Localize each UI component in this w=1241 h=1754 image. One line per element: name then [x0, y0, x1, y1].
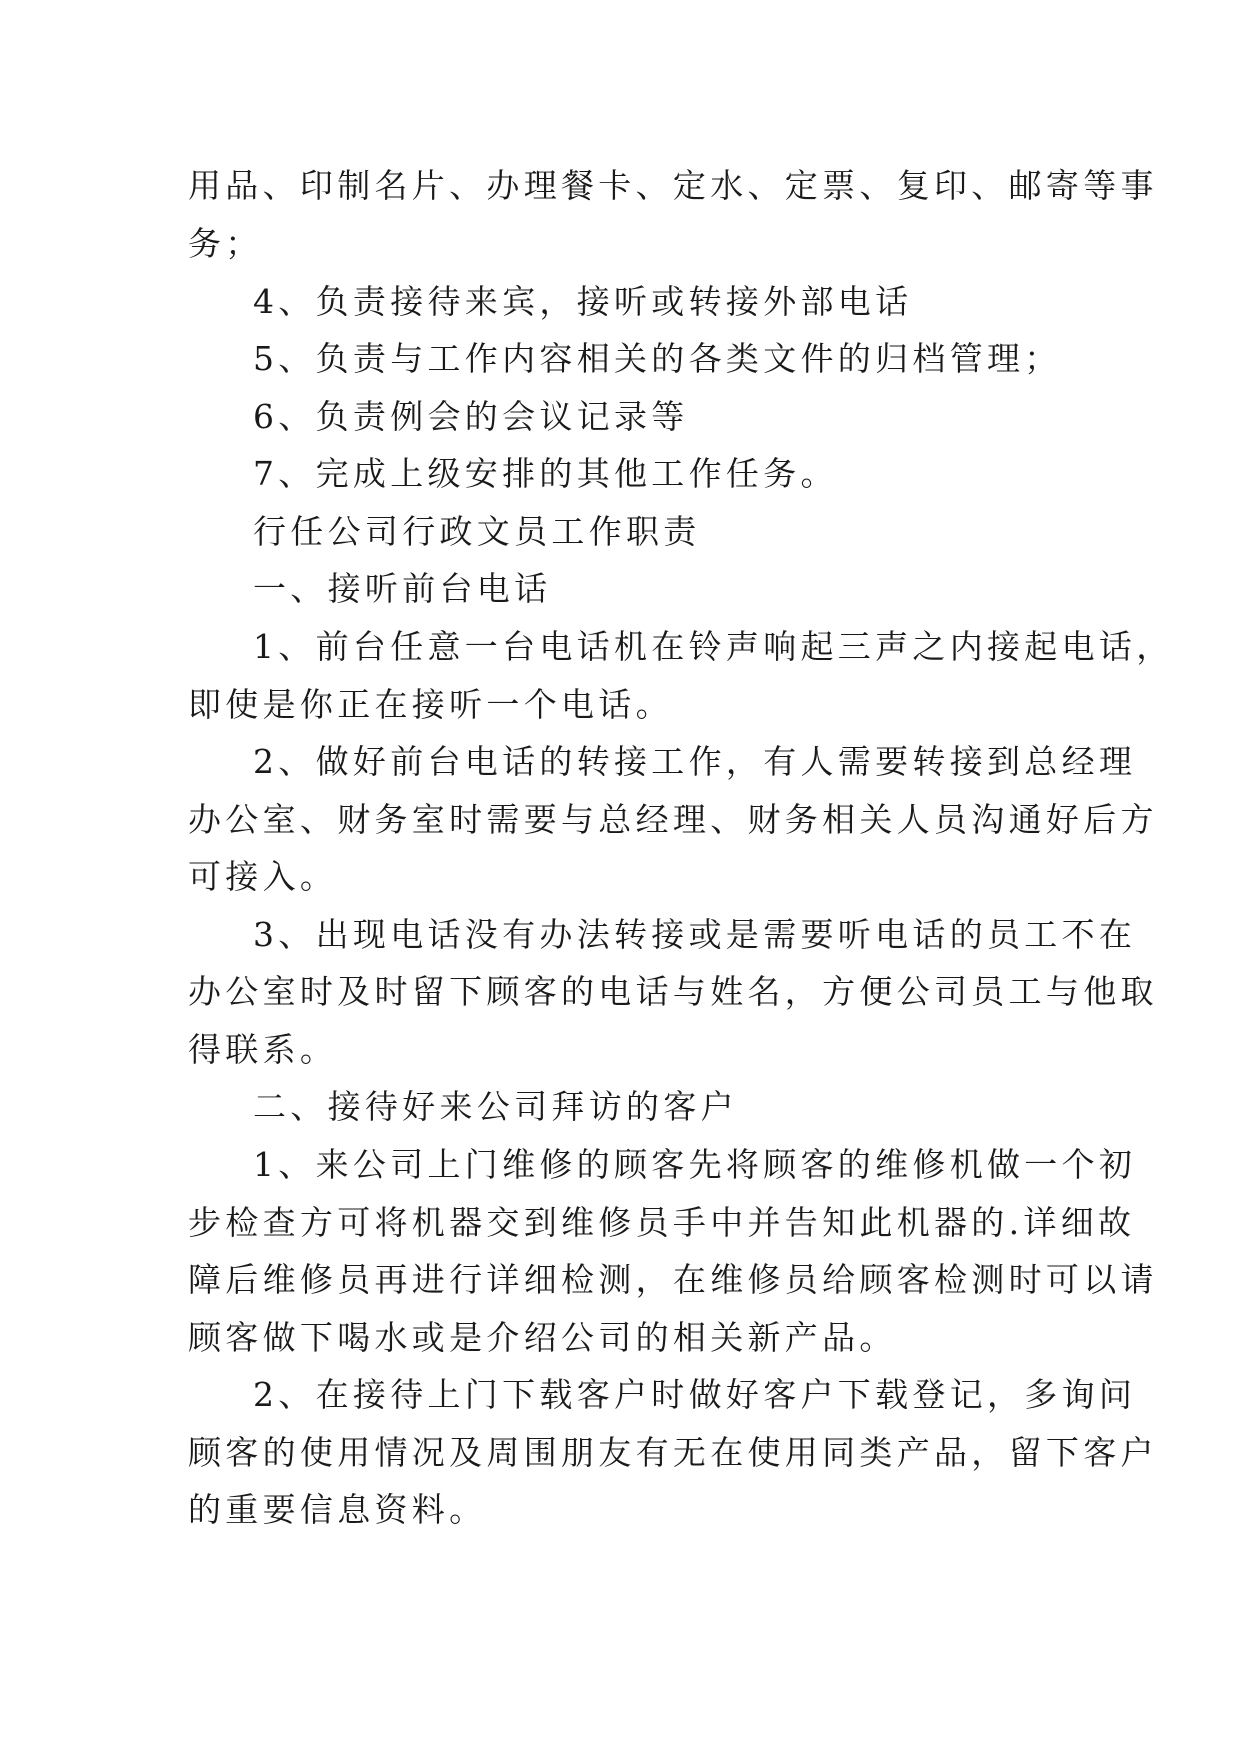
subsection-heading: 二、接待好来公司拜访的客户 [253, 1087, 738, 1126]
text-line: 即使是你正在接听一个电话。 [188, 685, 673, 724]
list-item: 6、负责例会的会议记录等 [253, 397, 689, 436]
list-item: 7、完成上级安排的其他工作任务。 [253, 454, 838, 493]
list-item: 1、来公司上门维修的顾客先将顾客的维修机做一个初 [253, 1145, 1137, 1184]
text-line: 顾客的使用情况及周围朋友有无在使用同类产品，留下客户 [188, 1433, 1158, 1472]
text-line: 障后维修员再进行详细检测，在维修员给顾客检测时可以请 [188, 1260, 1158, 1299]
list-item: 2、做好前台电话的转接工作，有人需要转接到总经理 [253, 742, 1137, 781]
list-item: 1、前台任意一台电话机在铃声响起三声之内接起电话， [253, 627, 1174, 666]
section-heading: 行任公司行政文员工作职责 [253, 512, 701, 551]
list-item: 4、负责接待来宾，接听或转接外部电话 [253, 282, 913, 321]
text-line: 得联系。 [188, 1030, 338, 1069]
text-line: 顾客做下喝水或是介绍公司的相关新产品。 [188, 1318, 897, 1357]
list-item: 5、负责与工作内容相关的各类文件的归档管理； [253, 339, 1062, 378]
text-line: 办公室时及时留下顾客的电话与姓名，方便公司员工与他取 [188, 972, 1158, 1011]
list-item: 2、在接待上门下载客户时做好客户下载登记，多询问 [253, 1375, 1137, 1414]
subsection-heading: 一、接听前台电话 [253, 569, 552, 608]
text-line: 的重要信息资料。 [188, 1490, 487, 1529]
text-line: 务； [188, 224, 263, 263]
text-line: 可接入。 [188, 857, 338, 896]
list-item: 3、出现电话没有办法转接或是需要听电话的员工不在 [253, 915, 1137, 954]
text-line: 用品、印制名片、办理餐卡、定水、定票、复印、邮寄等事 [188, 166, 1158, 205]
text-line: 步检查方可将机器交到维修员手中并告知此机器的.详细故 [188, 1203, 1136, 1242]
text-line: 办公室、财务室时需要与总经理、财务相关人员沟通好后方 [188, 800, 1158, 839]
